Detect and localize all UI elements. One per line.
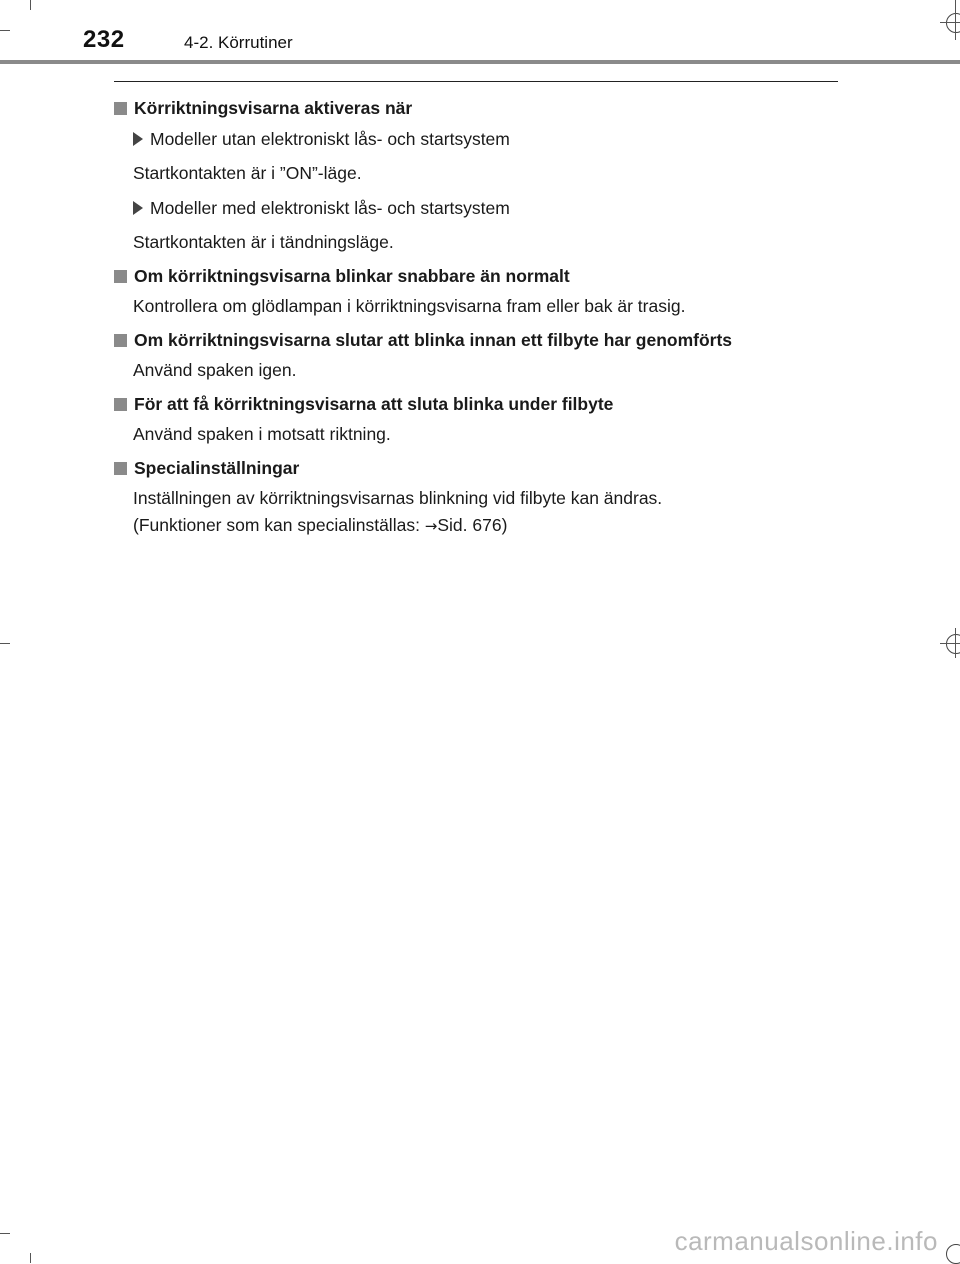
section-heading — [112, 328, 842, 352]
crop-mark — [955, 0, 956, 40]
heading-text: Körriktningsvisarna aktiveras när — [134, 98, 413, 118]
paragraph: Startkontakten är i ”ON”-läge. — [133, 163, 362, 183]
square-bullet-icon — [114, 398, 127, 411]
sub-heading-text: Modeller med elektroniskt lås- och startsystem — [150, 198, 510, 218]
registration-mark — [946, 634, 960, 654]
triangle-bullet-icon — [133, 201, 143, 215]
reference-line — [133, 513, 842, 538]
heading-text: Om körriktningsvisarna slutar att blinka innan ett filbyte har genomförts — [134, 330, 733, 350]
header-bar — [0, 60, 960, 64]
crop-mark — [30, 0, 31, 10]
crop-mark — [955, 628, 956, 658]
square-bullet-icon — [114, 462, 127, 475]
section-heading — [112, 392, 842, 416]
page-content — [112, 96, 842, 548]
registration-mark — [946, 1244, 960, 1264]
paragraph: Kontrollera om glödlampan i körriktningsvisarna fram eller bak är trasig. — [133, 296, 686, 316]
paragraph: Inställningen av körriktningsvisarnas blinkning vid filbyte kan ändras. — [133, 488, 663, 508]
crop-mark — [30, 1253, 31, 1263]
paragraph: Använd spaken i motsatt riktning. — [133, 424, 391, 444]
header-rule — [114, 81, 838, 82]
section-heading — [112, 96, 842, 120]
sub-heading-text: Modeller utan elektroniskt lås- och startsystem — [150, 129, 510, 149]
paragraph: Använd spaken igen. — [133, 360, 297, 380]
triangle-bullet-icon — [133, 132, 143, 146]
section-title: 4-2. Körrutiner — [184, 33, 293, 52]
sub-heading — [133, 127, 842, 151]
crop-mark — [0, 30, 10, 31]
reference-prefix: (Funktioner som kan specialinställas: — [133, 515, 425, 535]
square-bullet-icon — [114, 102, 127, 115]
section-heading — [112, 456, 842, 480]
sub-heading — [133, 196, 842, 220]
heading-text: För att få körriktningsvisarna att sluta blinka under filbyte — [134, 394, 614, 414]
right-arrow-icon: → — [424, 517, 438, 535]
heading-text: Specialinställningar — [134, 458, 300, 478]
square-bullet-icon — [114, 270, 127, 283]
section-activation — [112, 96, 842, 254]
crop-mark — [940, 22, 960, 23]
section-stop-during-lane-change — [112, 392, 842, 446]
square-bullet-icon — [114, 334, 127, 347]
section-customization — [112, 456, 842, 538]
section-stops-blinking — [112, 328, 842, 382]
watermark: carmanualsonline.info — [674, 1226, 938, 1256]
section-fast-blink — [112, 264, 842, 318]
registration-mark — [946, 13, 960, 33]
section-heading — [112, 264, 842, 288]
crop-mark — [0, 643, 10, 644]
crop-mark — [940, 643, 960, 644]
page-reference-link[interactable]: Sid. 676) — [437, 515, 508, 535]
paragraph: Startkontakten är i tändningsläge. — [133, 232, 394, 252]
page-number: 232 — [83, 26, 125, 53]
crop-mark — [0, 1233, 10, 1234]
heading-text: Om körriktningsvisarna blinkar snabbare än normalt — [134, 266, 570, 286]
